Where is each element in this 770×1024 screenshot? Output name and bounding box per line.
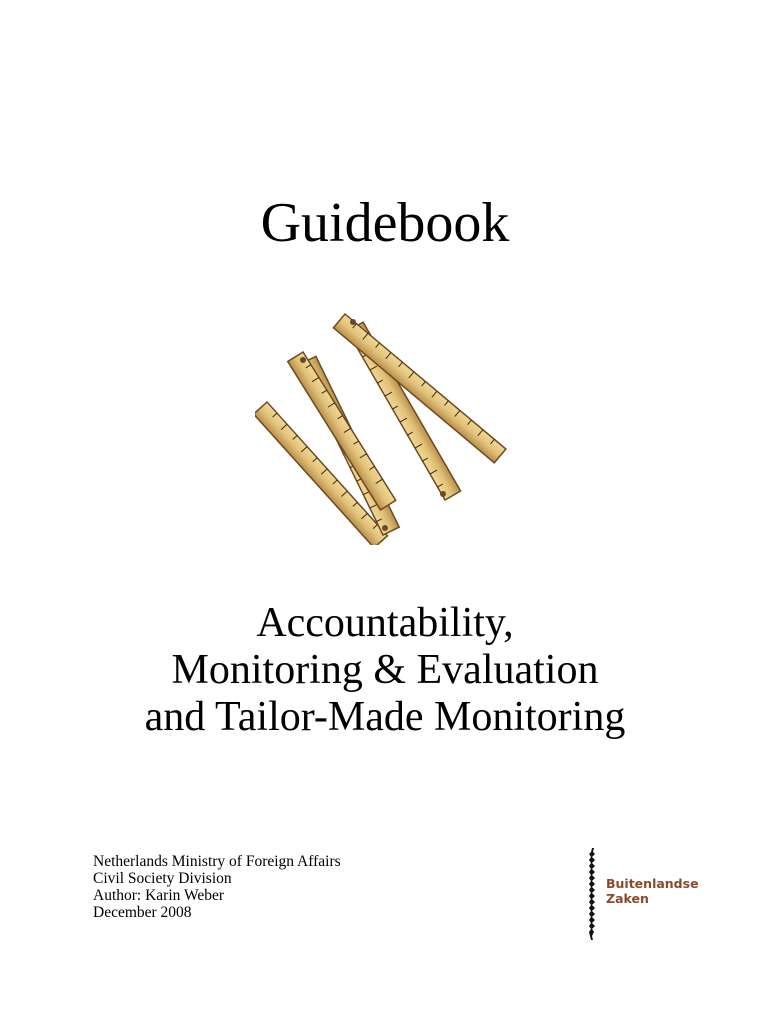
logo-line-2: Zaken bbox=[606, 891, 649, 906]
subtitle-line: Monitoring & Evaluation bbox=[171, 647, 599, 693]
ministry-logo bbox=[584, 846, 699, 942]
division-line: Civil Society Division bbox=[93, 870, 232, 887]
ministry-emblem-icon bbox=[584, 846, 604, 942]
document-subtitle bbox=[0, 600, 770, 741]
logo-line-1: Buitenlandse bbox=[606, 876, 699, 891]
folding-ruler-icon bbox=[255, 300, 515, 545]
subtitle-line: and Tailor-Made Monitoring bbox=[144, 694, 626, 740]
document-title: Guidebook bbox=[260, 192, 510, 254]
publisher-line: Netherlands Ministry of Foreign Affairs bbox=[93, 853, 341, 870]
author-line: Author: Karin Weber bbox=[93, 887, 225, 904]
subtitle-line: Accountability, bbox=[256, 600, 514, 646]
date-line: December 2008 bbox=[93, 904, 192, 921]
publication-info bbox=[93, 853, 341, 921]
